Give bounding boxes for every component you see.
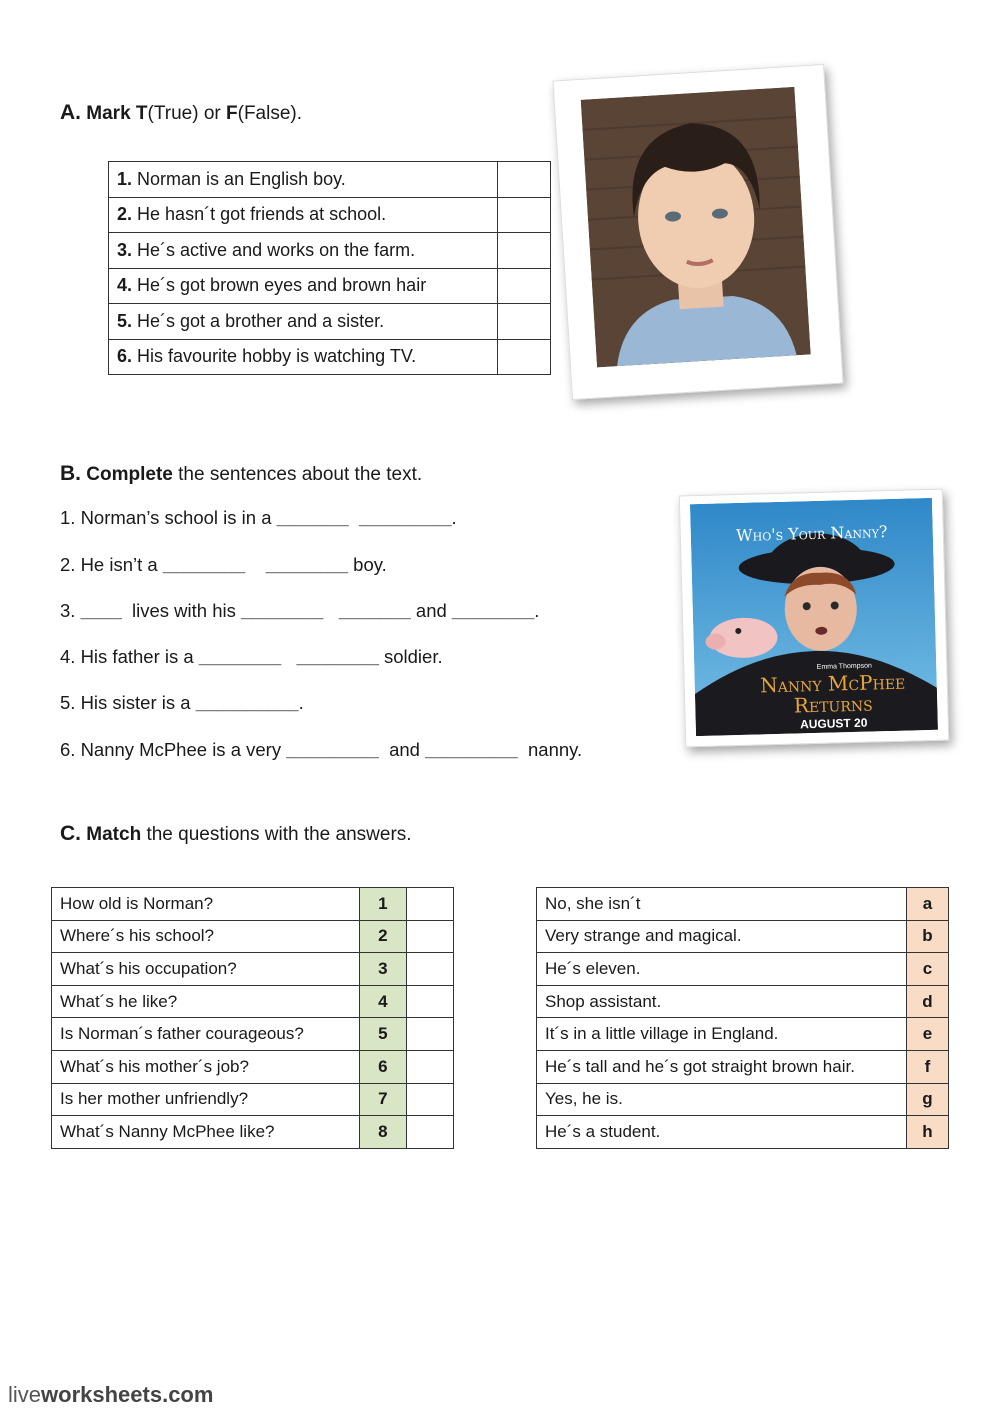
sentence-3	[60, 600, 539, 622]
question-text: Where´s his school?	[52, 920, 360, 953]
tf-number: 5.	[117, 310, 133, 331]
answer-row	[537, 985, 949, 1018]
answer-row	[537, 888, 949, 921]
liveworksheets-logo: liveworksheets.com	[8, 1382, 214, 1407]
answer-letter: b	[906, 920, 948, 953]
answer-row	[537, 1083, 949, 1116]
question-text: What´s his mother´s job?	[52, 1050, 360, 1083]
tf-statement	[109, 233, 498, 269]
question-number: 5	[359, 1018, 406, 1051]
question-row	[52, 985, 454, 1018]
answer-row	[537, 1018, 949, 1051]
tf-number: 1.	[117, 168, 133, 189]
match-answer-cell[interactable]	[406, 1050, 453, 1083]
poster-title-2: Returns	[793, 691, 873, 718]
sentence-blank[interactable]: ________	[241, 600, 324, 621]
tf-answer-cell[interactable]	[498, 233, 551, 269]
tf-text: He´s got brown eyes and brown hair	[137, 275, 427, 296]
tf-row	[109, 197, 551, 233]
tf-statement	[109, 162, 498, 198]
answer-row	[537, 953, 949, 986]
tf-statement	[109, 197, 498, 233]
boy-photo	[581, 87, 811, 368]
sentence-text: 5. His sister is a	[60, 692, 196, 713]
tf-number: 2.	[117, 204, 133, 225]
sentence-text: 2. He isn’t a	[60, 554, 163, 575]
sentence-6	[60, 739, 582, 761]
match-answer-cell[interactable]	[406, 920, 453, 953]
question-number: 3	[359, 953, 406, 986]
answer-text: He´s tall and he´s got straight brown hair.	[537, 1050, 907, 1083]
sentence-2	[60, 554, 387, 576]
sentence-text: .	[298, 692, 304, 713]
question-number: 4	[359, 985, 406, 1018]
question-number: 8	[359, 1116, 406, 1149]
answer-row	[537, 1116, 949, 1149]
sentence-blank[interactable]: ____	[80, 600, 122, 621]
tf-row	[109, 162, 551, 198]
tf-row	[109, 268, 551, 304]
question-row	[52, 953, 454, 986]
question-number: 1	[359, 888, 406, 921]
poster-date: AUGUST 20	[799, 715, 868, 732]
sentence-blank[interactable]: ________	[198, 646, 282, 667]
answer-text: It´s in a little village in England.	[537, 1018, 907, 1051]
tf-text: He´s got a brother and a sister.	[137, 310, 385, 331]
question-text: What´s he like?	[52, 985, 360, 1018]
true-false-table	[108, 161, 551, 375]
answer-text: Shop assistant.	[537, 985, 907, 1018]
answers-table	[536, 887, 949, 1149]
section-b-heading: B. Complete the sentences about the text.	[60, 462, 423, 485]
sentence-text: boy.	[348, 554, 387, 575]
question-number: 2	[359, 920, 406, 953]
question-text: How old is Norman?	[52, 888, 360, 921]
sentence-text: 3.	[60, 600, 81, 621]
sentence-blank[interactable]: _________	[286, 739, 379, 760]
tf-statement	[109, 339, 498, 375]
match-answer-cell[interactable]	[406, 1083, 453, 1116]
match-answer-cell[interactable]	[406, 888, 453, 921]
sentence-blank[interactable]: _________	[425, 739, 518, 760]
section-c-heading: C. Match the questions with the answers.	[60, 822, 412, 845]
answer-text: Very strange and magical.	[537, 920, 907, 953]
sentence-blank[interactable]: ________	[162, 554, 246, 575]
tf-row	[109, 339, 551, 375]
tf-text: He´s active and works on the farm.	[137, 239, 416, 260]
tf-row	[109, 304, 551, 340]
sentence-text: .	[451, 507, 457, 528]
answer-text: He´s eleven.	[537, 953, 907, 986]
question-number: 7	[359, 1083, 406, 1116]
sentence-blank[interactable]: ________	[451, 600, 535, 621]
sentence-text: and	[378, 739, 426, 760]
poster-actor: Emma Thompson	[816, 662, 872, 671]
section-a-heading: A. Mark T(True) or F(False).	[60, 101, 303, 124]
question-row	[52, 1083, 454, 1116]
answer-letter: d	[906, 985, 948, 1018]
answer-letter: g	[906, 1083, 948, 1116]
answer-letter: f	[906, 1050, 948, 1083]
answer-letter: e	[906, 1018, 948, 1051]
answer-row	[537, 920, 949, 953]
tf-number: 6.	[117, 346, 133, 367]
sentence-text: and	[410, 600, 452, 621]
sentence-blank[interactable]: _______	[338, 600, 411, 621]
sentence-text: 6. Nanny McPhee is a very	[60, 739, 287, 760]
match-answer-cell[interactable]	[406, 1116, 453, 1149]
match-answer-cell[interactable]	[406, 985, 453, 1018]
answer-row	[537, 1050, 949, 1083]
sentence-blank[interactable]: _________	[358, 507, 452, 528]
boy-photo-frame	[552, 64, 843, 400]
sentence-5	[60, 692, 304, 714]
tf-number: 3.	[117, 239, 133, 260]
poster-tagline: Who's Your Nanny?	[735, 522, 888, 546]
answer-letter: c	[906, 953, 948, 986]
answer-text: He´s a student.	[537, 1116, 907, 1149]
question-text: Is her mother unfriendly?	[52, 1083, 360, 1116]
tf-number: 4.	[117, 275, 133, 296]
tf-statement	[109, 268, 498, 304]
question-number: 6	[359, 1050, 406, 1083]
question-row	[52, 920, 454, 953]
sentence-text	[281, 646, 296, 667]
sentence-text: 4. His father is a	[60, 646, 199, 667]
tf-statement	[109, 304, 498, 340]
sentence-text: soldier.	[378, 646, 443, 667]
question-row	[52, 1050, 454, 1083]
sentence-text: nanny.	[517, 739, 583, 760]
sentence-text	[245, 554, 266, 575]
question-text: What´s Nanny McPhee like?	[52, 1116, 360, 1149]
nanny-mcphee-poster	[690, 498, 938, 736]
sentence-4	[60, 646, 443, 668]
answer-letter: a	[906, 888, 948, 921]
tf-row	[109, 233, 551, 269]
answer-text: No, she isn´t	[537, 888, 907, 921]
tf-text: His favourite hobby is watching TV.	[137, 346, 417, 367]
question-text: What´s his occupation?	[52, 953, 360, 986]
sentence-blank[interactable]: _______	[276, 507, 349, 528]
sentence-text: lives with his	[121, 600, 241, 621]
match-answer-cell[interactable]	[406, 1018, 453, 1051]
sentence-text: .	[534, 600, 540, 621]
sentence-text	[323, 600, 338, 621]
tf-answer-cell[interactable]	[498, 162, 551, 198]
tf-answer-cell[interactable]	[498, 268, 551, 304]
poster-title-1: Nanny McPhee	[759, 669, 906, 698]
tf-answer-cell[interactable]	[498, 339, 551, 375]
poster-frame	[679, 489, 950, 748]
question-text: Is Norman´s father courageous?	[52, 1018, 360, 1051]
tf-answer-cell[interactable]	[498, 197, 551, 233]
sentence-blank[interactable]: ________	[296, 646, 379, 667]
sentence-text	[349, 507, 359, 528]
tf-text: He hasn´t got friends at school.	[137, 204, 387, 225]
tf-answer-cell[interactable]	[498, 304, 551, 340]
question-row	[52, 1018, 454, 1051]
questions-table	[51, 887, 454, 1149]
question-row	[52, 888, 454, 921]
sentence-1	[60, 507, 457, 529]
sentence-blank[interactable]: ________	[265, 554, 349, 575]
sentence-text: 1. Norman’s school is in a	[60, 507, 277, 528]
question-row	[52, 1116, 454, 1149]
tf-text: Norman is an English boy.	[137, 168, 346, 189]
answer-letter: h	[906, 1116, 948, 1149]
match-answer-cell[interactable]	[406, 953, 453, 986]
sentence-blank[interactable]: __________	[195, 692, 299, 713]
answer-text: Yes, he is.	[537, 1083, 907, 1116]
